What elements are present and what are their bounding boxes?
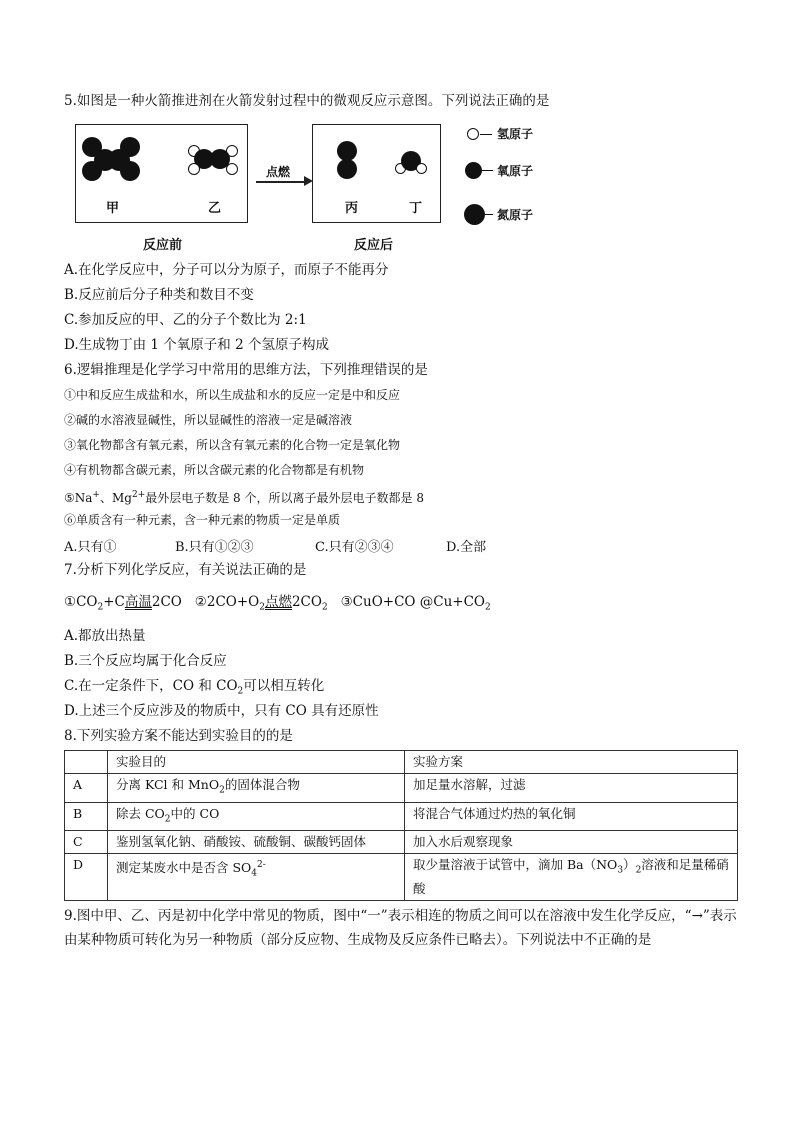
q5-option-a: A.在化学反应中，分子可以分为原子，而原子不能再分 — [64, 262, 389, 278]
q6-item-1: ①中和反应生成盐和水，所以生成盐和水的反应一定是中和反应 — [64, 388, 401, 402]
table-row: B 除去 $CO_2$中的 CO 将混合气体通过灼热的氧化铜 — [65, 802, 738, 831]
legend-nitrogen-atom — [464, 204, 485, 225]
q6-item-3: ③氧化物都含有氧元素，所以含有氧元素的化合物一定是氧化物 — [64, 438, 401, 452]
q6-item-4: ④有机物都含碳元素，所以含碳元素的化合物都是有机物 — [64, 463, 365, 477]
q6-option-a: A.只有① — [64, 540, 117, 555]
before-box — [75, 124, 248, 223]
table-row: C 鉴别氢氧化钠、硝酸铵、硫酸铜、碳酸钙固体 加入水后观察现象 — [65, 831, 738, 854]
q6-option-d: D.全部 — [446, 540, 487, 555]
reaction-arrow — [256, 181, 306, 183]
experiment-table — [64, 750, 738, 901]
label-ding: 丁 — [409, 201, 423, 216]
after-box — [312, 124, 441, 223]
header-goal: 实验目的 — [108, 751, 405, 774]
q7-option-b: B.三个反应均属于化合反应 — [64, 653, 227, 669]
q6-stem: 6.逻辑推理是化学学习中常用的思维方法，下列推理错误的是 — [64, 362, 428, 378]
legend-nitrogen-label: 氮原子 — [497, 208, 534, 222]
q8-stem: 8.下列实验方案不能达到实验目的的是 — [64, 728, 293, 744]
q5-option-d: D.生成物丁由 1 个氧原子和 2 个氢原子构成 — [64, 337, 329, 353]
equation-1: $①CO_2+C$高温2CO — [64, 594, 182, 613]
after-label: 反应后 — [354, 238, 394, 253]
table-row: D 测定某废水中是否含 $SO_4^{2-}$ 取少量溶液于试管中，滴加 $Ba(NO_3)_2$溶液和足量稀硝酸 — [65, 854, 738, 901]
q7-equations — [64, 593, 491, 617]
q7-option-a: A.都放出热量 — [64, 628, 146, 644]
q7-stem: 7.分析下列化学反应，有关说法正确的是 — [64, 562, 307, 578]
label-jia: 甲 — [106, 201, 120, 216]
header-key — [65, 751, 108, 774]
q6-item-5: ⑤Na+、$Mg^{2+}$最外层电子数是 8 个，所以离子最外层电子数都是 8 — [64, 490, 424, 505]
legend-hydrogen-label: 氢原子 — [497, 127, 534, 141]
legend-oxygen-atom — [465, 162, 482, 179]
q6-item-6: ⑥单质含有一种元素，含一种元素的物质一定是单质 — [64, 513, 341, 527]
equation-2: $②2CO+O_2$点燃$2CO_2$ — [194, 594, 328, 613]
q5-option-c: C.参加反应的甲、乙的分子个数比为 2:1 — [64, 312, 307, 328]
q5-option-b: B.反应前后分子种类和数目不变 — [64, 287, 254, 303]
label-yi: 乙 — [208, 201, 222, 216]
q7-option-c: C.在一定条件下，CO 和 $CO_2$可以相互转化 — [64, 678, 325, 697]
legend-oxygen-label: 氧原子 — [497, 164, 534, 178]
q7-option-d: D.上述三个反应涉及的物质中，只有 CO 具有还原性 — [64, 703, 379, 719]
q6-item-2: ②碱的水溶液显碱性，所以显碱性的溶液一定是碱溶液 — [64, 413, 353, 427]
label-bing: 丙 — [345, 201, 359, 216]
q9-stem: 9.图中甲、乙、丙是初中化学中常见的物质，图中“一”表示相连的物质之间可以在溶液中发生化学反应，“→”表示由某种物质可转化为另一种物质（部分反应物、生成物及反应条件已略去）。下列说法中不正确的是 — [64, 908, 737, 948]
before-label: 反应前 — [143, 238, 183, 253]
q5-stem: 5.如图是一种火箭推进剂在火箭发射过程中的微观反应示意图。下列说法正确的是 — [64, 93, 550, 109]
legend-hydrogen-atom — [467, 128, 479, 140]
table-header-row — [65, 751, 738, 774]
condition-label: 点燃 — [266, 165, 291, 179]
header-plan: 实验方案 — [405, 751, 738, 774]
q6-option-b: B.只有①②③ — [175, 540, 254, 555]
q6-option-c: C.只有②③④ — [315, 540, 394, 555]
table-row: A 分离 KCl 和 MnO$_2$的固体混合物 加足量水溶解，过滤 — [65, 774, 738, 803]
equation-3: ③CuO+CO $@Cu+CO_2$ — [340, 594, 491, 613]
